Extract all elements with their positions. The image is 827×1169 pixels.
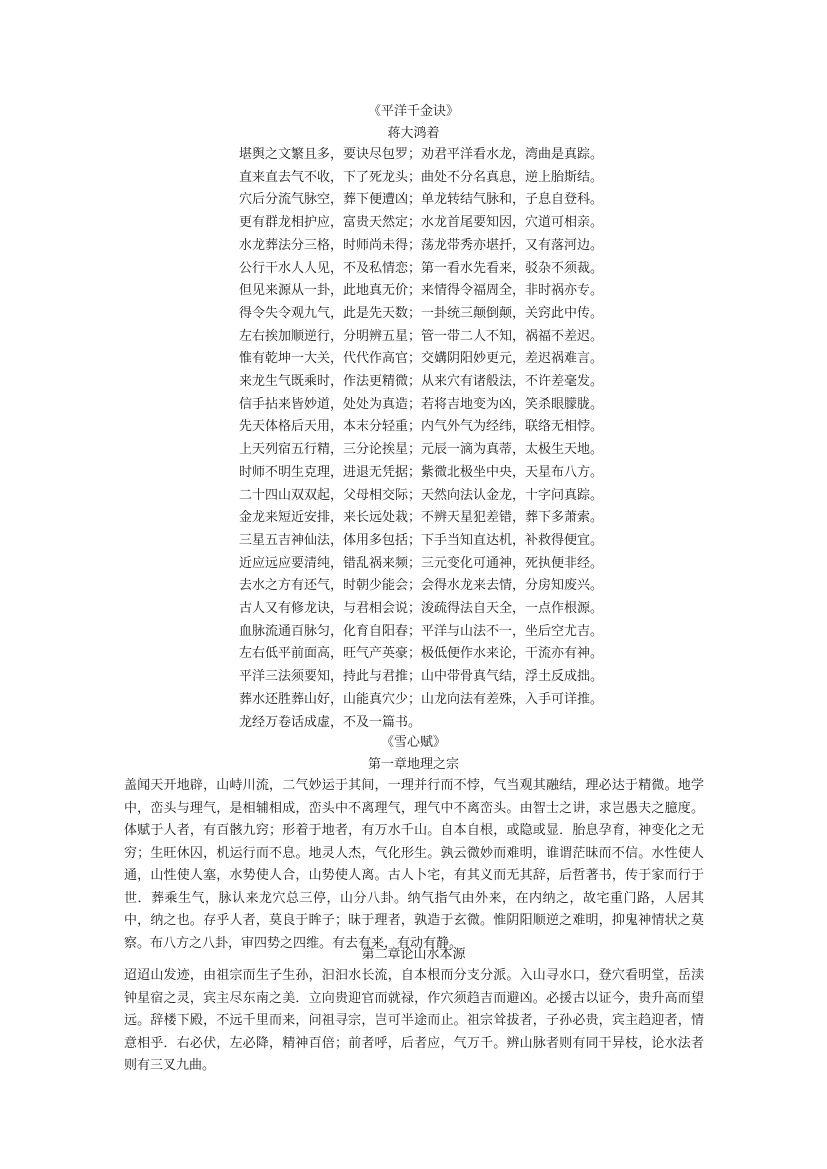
poem-line: 平洋三法须要知，持此与君推；山中带骨真气结，浮土反成拙。 <box>239 669 604 685</box>
poem-line: 堪舆之文繁且多，要诀尽包罗；劝君平洋看水龙，湾曲是真踪。 <box>239 147 604 162</box>
poem-line: 直来直去气不收，下了死龙头；曲处不分名真息，逆上胎斯结。 <box>239 169 604 185</box>
poem-line: 葬水还胜葬山好，山能真穴少；山龙向法有差殊，入手可详推。 <box>239 691 604 707</box>
poem-line: 血脉流通百脉匀，化育自阳春；平洋与山法不一，坐后空尤吉。 <box>239 623 604 639</box>
poem-line: 公行干水人人见，不及私情恋；第一看水先看来，驳杂不须裁。 <box>239 260 604 276</box>
poem-line: 惟有乾坤一大关，代代作高官；交媾阴阳妙更元，差迟祸难言。 <box>239 351 604 367</box>
chapter-1-title: 第一章地理之宗 <box>367 757 459 772</box>
poem-line: 更有群龙相护应，富贵天然定；水龙首尾要知因，穴道可相亲。 <box>239 215 604 231</box>
poem-line: 金龙来短近安排，来长远处栽；不辨天星犯差错，葬下多萧索。 <box>239 510 604 526</box>
poem-line: 时师不明生克理，进退无凭据；紫微北极坐中央，天星布八方。 <box>239 464 604 480</box>
poem-body <box>239 144 619 734</box>
chapter-2-text: 迢迢山发迹，由祖宗而生子生孙，汩汩水长流，自本根而分支分派。入山寻水口，登穴看明堂，岳渎钟星宿之灵，宾主尽东南之美．立向贵迎官而就禄，作穴须趋吉而避凶。必援古以证今，贵升高而望远。辞楼下殿，不远千里而来，问祖寻宗，岂可半途而止。祖宗耸拔者，子孙必贵，宾主趋迎者，情意相乎．右必伏，左必降，精神百倍；前者呼，后者应，气万千。辨山脉者则有同干异枝，论水法者则有三叉九曲。 <box>124 968 704 1073</box>
chapter-2-title: 第二章论山水本源 <box>361 947 466 962</box>
poem-title: 《平洋千金诀》 <box>367 104 459 119</box>
chapter-1-text: 盖闻天开地辟，山峙川流，二气妙运于其间，一理并行而不悖，气当观其融结，理必达于精微。地学中，峦头与理气，是相辅相成，峦头中不离理气，理气中不离峦头。由智士之讲，求岂愚夫之臆度。体赋于人者，有百骸九窍；形着于地者，有万水千山。自本自根，或隐或显．胎息孕育，神变化之无穷；生旺休囚，机运行而不息。地灵人杰，气化形生。孰云微妙而难明，谁谓茫昧而不信。水性使人通，山性使人塞，水势使人合，山势使人离。古人卜宅，有其义而无其辞，后哲著书，传于家而行于世．葬乘生气，脉认来龙穴总三停，山分八卦。纳气指气由外来，在内纳之，故宅重门路，人居其中，纳之也。存乎人者，莫良于眸子；昧于理者，孰造于玄微。惟阴阳顺逆之难明，抑鬼神情状之莫察。布八方之八卦，审四势之四维。有去有来，有动有静。 <box>124 778 704 951</box>
poem-line: 先天体格后天用，本末分轻重；内气外气为经纬，联络无相悖。 <box>239 419 604 435</box>
poem-line: 穴后分流气脉空，葬下便遭凶；单龙转结气脉和，子息自登科。 <box>239 192 604 208</box>
poem-line: 左右挨加顺逆行，分明辨五星；管一带二人不知，祸福不差迟。 <box>239 328 604 344</box>
poem-line: 但见来源从一卦，此地真无价；来情得令福周全，非时祸亦专。 <box>239 283 604 299</box>
poem-line: 近应远应要清纯，错乱祸来频；三元变化可通神，死执便非经。 <box>239 555 604 571</box>
poem-line: 龙经万卷话成虚，不及一篇书。 <box>239 714 422 730</box>
essay-title: 《雪心赋》 <box>380 735 446 750</box>
poem-line: 来龙生气既乘时，作法更精微；从来穴有诸般法，不许差毫发。 <box>239 374 604 390</box>
poem-line: 信手拈来皆妙道，处处为真造；若将吉地变为凶，笑杀眼朦胧。 <box>239 396 604 412</box>
poem-line: 古人又有修龙诀，与君相会说；浚疏得法自天全，一点作根源。 <box>239 601 604 617</box>
poem-line: 去水之方有还气，时朝少能会；会得水龙来去情，分房知废兴。 <box>239 578 604 594</box>
poem-author: 蒋大鸿着 <box>387 126 440 141</box>
poem-line: 上天列宿五行精，三分论挨星；元辰一滴为真蒂，太极生天地。 <box>239 442 604 458</box>
poem-line: 二十四山双双起，父母相交际；天然向法认金龙，十字问真踪。 <box>239 487 604 503</box>
poem-line: 三星五吉神仙法，体用多包括；下手当知直达机，补救得便宜。 <box>239 532 604 548</box>
poem-line: 得令失令观九气，此是先天数；一卦统三颠倒颠，关窍此中传。 <box>239 305 604 321</box>
poem-line: 左右低平前面高，旺气产英豪；极低便作水来论，干流亦有神。 <box>239 646 604 662</box>
poem-line: 水龙葬法分三格，时师尚未得；荡龙带秀亦堪扦，又有落河边。 <box>239 237 604 253</box>
